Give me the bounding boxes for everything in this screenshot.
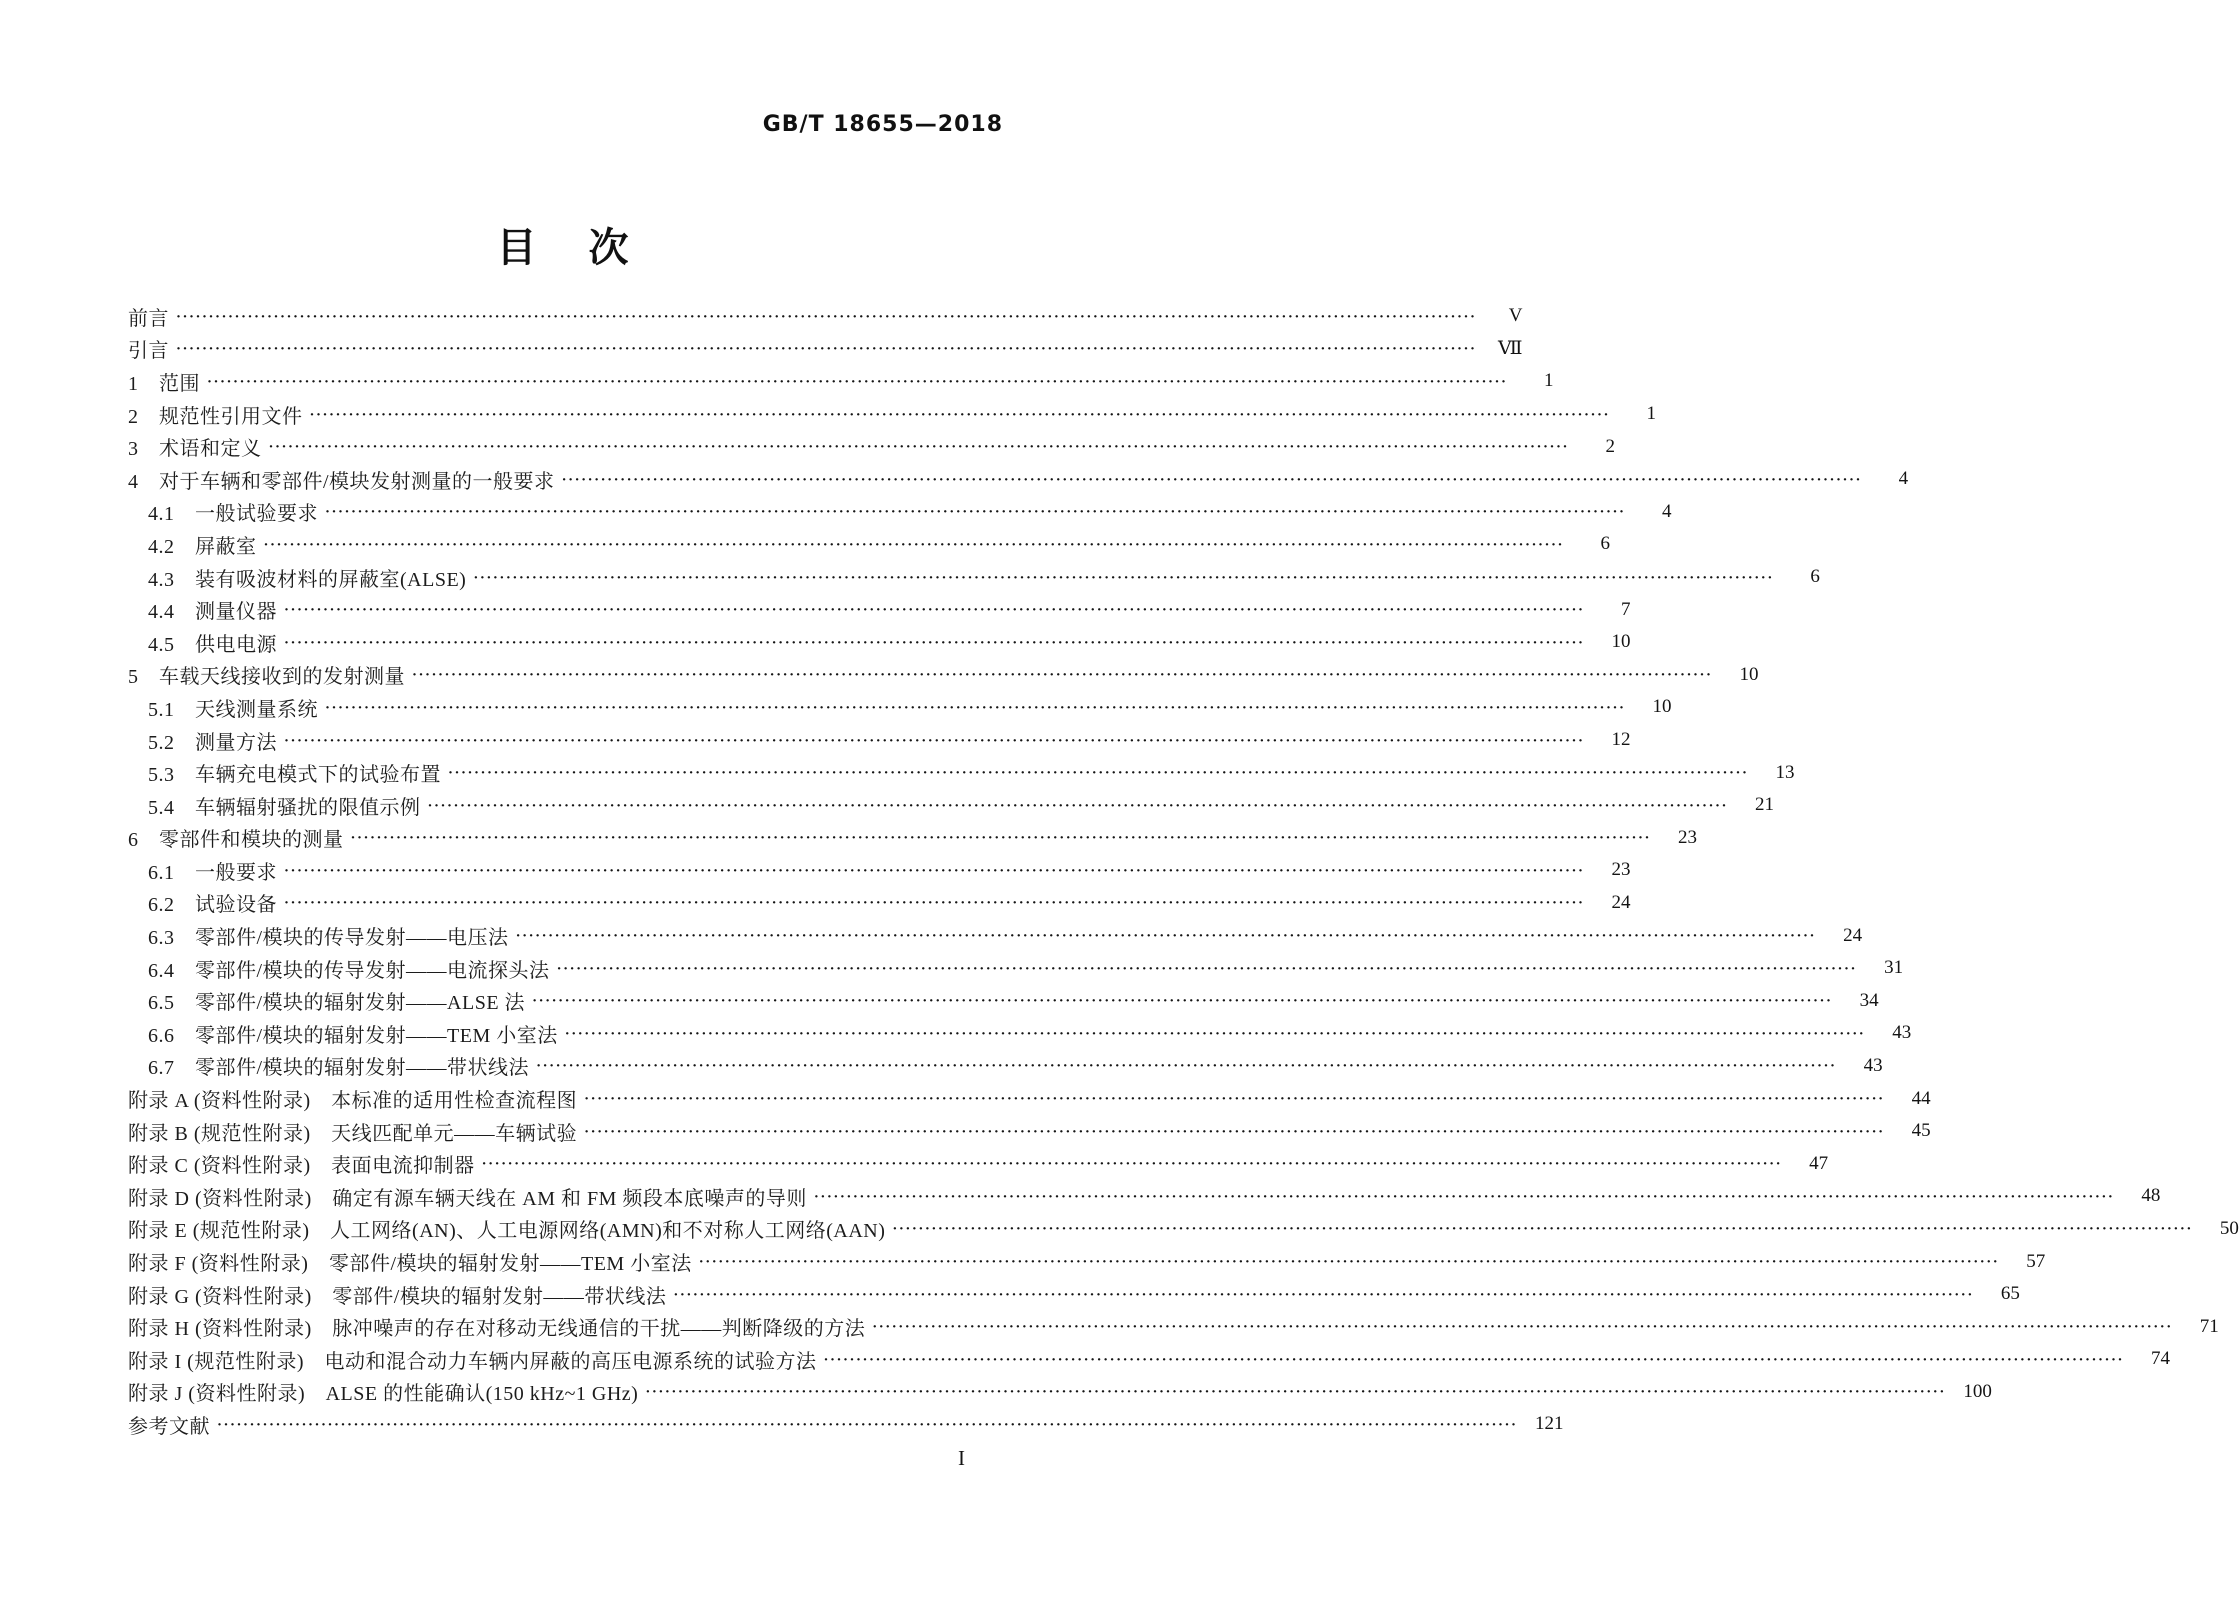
- toc-entry-page: 50: [2219, 1217, 2239, 1239]
- toc-entry-page: 100: [1963, 1380, 1992, 1402]
- dot-leader: ········································································································································································································: [284, 732, 1585, 749]
- page-number: I: [958, 1446, 965, 1470]
- dot-leader: ········································································································································································································: [823, 1351, 2124, 1368]
- dot-leader: ········································································································································································································: [813, 1188, 2115, 1205]
- toc-entry-page: 12: [1611, 729, 1631, 751]
- toc-entry-label: 4.5 供电电源: [148, 633, 277, 656]
- toc-entry: [128, 1278, 2020, 1311]
- dot-leader: ········································································································································································································: [481, 1156, 1783, 1173]
- dot-leader: ········································································································································································································: [892, 1221, 2193, 1238]
- dot-leader: ········································································································································································································: [872, 1319, 2173, 1336]
- toc-entry-label: 附录 B (规范性附录) 天线匹配单元——车辆试验: [128, 1122, 578, 1145]
- toc-entry-page: 10: [1652, 696, 1672, 718]
- toc-entry: [128, 1180, 2161, 1213]
- toc-entry-page: 65: [2000, 1283, 2020, 1305]
- toc-entry: [128, 1147, 1829, 1180]
- toc-entry-label: 4.3 装有吸波材料的屏蔽室(ALSE): [148, 568, 467, 591]
- dot-leader: ········································································································································································································: [448, 765, 1749, 782]
- toc-entry: [128, 691, 1672, 724]
- toc-entry-label: 6 零部件和模块的测量: [128, 829, 344, 852]
- toc-entry-page: 4: [1662, 500, 1672, 522]
- toc-entry-page: 6: [1810, 566, 1820, 588]
- toc-entry-page: 23: [1678, 826, 1697, 848]
- toc-entry-page: 44: [1911, 1087, 1931, 1109]
- toc-entry: [128, 1343, 2170, 1376]
- toc-entry-label: 附录 F (资料性附录) 零部件/模块的辐射发射——TEM 小室法: [128, 1253, 692, 1276]
- toc-entry-label: 1 范围: [128, 372, 200, 395]
- toc-entry-page: 43: [1863, 1054, 1883, 1076]
- toc-entry: [128, 854, 1631, 887]
- dot-leader: ········································································································································································································: [536, 1058, 1837, 1075]
- toc-entry-label: 前言: [128, 307, 169, 330]
- toc-entry: [128, 333, 1523, 366]
- dot-leader: ········································································································································································································: [284, 862, 1585, 879]
- toc-entry-page: V: [1508, 305, 1523, 327]
- toc-entry-page: 43: [1892, 1022, 1912, 1044]
- toc-entry: [128, 724, 1631, 757]
- toc-entry-label: 附录 I (规范性附录) 电动和混合动力车辆内屏蔽的高压电源系统的试验方法: [128, 1350, 817, 1373]
- toc-entry: [128, 463, 1909, 496]
- dot-leader: ········································································································································································································: [176, 308, 1477, 325]
- dot-leader: ········································································································································································································: [584, 1123, 1885, 1140]
- toc-entry-page: 1: [1544, 370, 1554, 392]
- toc-entry: [128, 984, 1879, 1017]
- toc-entry: [128, 1310, 2219, 1343]
- dot-leader: ········································································································································································································: [325, 699, 1626, 716]
- dot-leader: ········································································································································································································: [673, 1286, 1974, 1303]
- toc-entry-label: 5.1 天线测量系统: [148, 698, 318, 721]
- toc-entry-page: Ⅶ: [1497, 338, 1523, 360]
- toc-entry-label: 4.1 一般试验要求: [148, 503, 318, 526]
- toc-entry: [128, 1408, 1564, 1441]
- toc-entry-page: 31: [1884, 957, 1904, 979]
- toc-entry-page: 24: [1611, 891, 1631, 913]
- dot-leader: ········································································································································································································: [584, 1091, 1885, 1108]
- toc-entry: [128, 528, 1610, 561]
- toc-entry-page: 10: [1739, 663, 1759, 685]
- dot-leader: ········································································································································································································: [176, 341, 1477, 358]
- toc-entry-label: 5.2 测量方法: [148, 731, 277, 754]
- toc-list: [128, 300, 2239, 1441]
- dot-leader: ········································································································································································································: [284, 895, 1585, 912]
- toc-entry: [128, 789, 1774, 822]
- toc-entry-label: 6.4 零部件/模块的传导发射——电流探头法: [148, 959, 550, 982]
- dot-leader: ········································································································································································································: [268, 439, 1569, 456]
- toc-entry-page: 23: [1611, 859, 1631, 881]
- dot-leader: ········································································································································································································: [698, 1254, 2000, 1271]
- toc-entry: [128, 1017, 1912, 1050]
- toc-entry-label: 6.2 试验设备: [148, 894, 277, 917]
- toc-entry-page: 21: [1755, 794, 1774, 816]
- toc-entry: [128, 659, 1759, 692]
- toc-entry: [128, 561, 1820, 594]
- dot-leader: ········································································································································································································: [564, 1025, 1866, 1042]
- toc-entry-label: 6.7 零部件/模块的辐射发射——带状线法: [148, 1057, 530, 1080]
- toc-entry-label: 2 规范性引用文件: [128, 405, 303, 428]
- toc-entry: [128, 496, 1672, 529]
- toc-entry: [128, 300, 1523, 333]
- dot-leader: ········································································································································································································: [284, 634, 1585, 651]
- toc-entry-label: 3 术语和定义: [128, 438, 262, 461]
- dot-leader: ········································································································································································································: [532, 993, 1833, 1010]
- toc-entry-label: 5.4 车辆辐射骚扰的限值示例: [148, 796, 421, 819]
- toc-entry: [128, 756, 1795, 789]
- dot-leader: ········································································································································································································: [263, 536, 1564, 553]
- toc-entry: [128, 919, 1863, 952]
- toc-entry-page: 1: [1646, 403, 1656, 425]
- toc-entry-label: 附录 E (规范性附录) 人工网络(AN)、人工电源网络(AMN)和不对称人工网络(AAN): [128, 1220, 886, 1243]
- toc-entry-page: 121: [1535, 1413, 1564, 1435]
- toc-entry: [128, 1245, 2046, 1278]
- dot-leader: ········································································································································································································: [412, 667, 1713, 684]
- dot-leader: ········································································································································································································: [645, 1384, 1946, 1401]
- toc-entry-page: 13: [1775, 761, 1795, 783]
- toc-entry: [128, 1115, 1931, 1148]
- toc-entry: [128, 365, 1554, 398]
- toc-entry-label: 5.3 车辆充电模式下的试验布置: [148, 764, 441, 787]
- toc-entry-page: 45: [1911, 1120, 1931, 1142]
- dot-leader: ········································································································································································································: [284, 602, 1585, 619]
- dot-leader: ········································································································································································································: [350, 830, 1651, 847]
- toc-entry-label: 附录 G (资料性附录) 零部件/模块的辐射发射——带状线法: [128, 1285, 667, 1308]
- toc-entry-page: 48: [2141, 1185, 2161, 1207]
- toc-entry-label: 附录 H (资料性附录) 脉冲噪声的存在对移动无线通信的干扰——判断降级的方法: [128, 1318, 866, 1341]
- toc-entry: [128, 887, 1631, 920]
- toc-entry: [128, 593, 1631, 626]
- toc-entry-label: 附录 D (资料性附录) 确定有源车辆天线在 AM 和 FM 频段本底噪声的导则: [128, 1187, 807, 1210]
- toc-entry: [128, 430, 1615, 463]
- toc-entry-label: 附录 J (资料性附录) ALSE 的性能确认(150 kHz~1 GHz): [128, 1383, 639, 1406]
- toc-entry-label: 4 对于车辆和零部件/模块发射测量的一般要求: [128, 470, 555, 493]
- dot-leader: ········································································································································································································: [207, 373, 1508, 390]
- toc-entry-label: 参考文献: [128, 1415, 210, 1438]
- toc-entry: [128, 626, 1631, 659]
- toc-entry-page: 10: [1611, 631, 1631, 653]
- toc-entry-label: 6.1 一般要求: [148, 861, 277, 884]
- dot-leader: ········································································································································································································: [309, 406, 1610, 423]
- toc-entry: [128, 1082, 1931, 1115]
- toc-entry-label: 附录 A (资料性附录) 本标准的适用性检查流程图: [128, 1090, 578, 1113]
- toc-entry-page: 74: [2150, 1348, 2170, 1370]
- toc-entry-page: 47: [1809, 1152, 1829, 1174]
- toc-entry: [128, 398, 1656, 431]
- toc-entry: [128, 952, 1904, 985]
- dot-leader: ········································································································································································································: [515, 928, 1817, 945]
- toc-entry: [128, 1213, 2239, 1246]
- dot-leader: ········································································································································································································: [427, 797, 1728, 814]
- toc-entry: [128, 822, 1697, 855]
- toc-entry-page: 71: [2199, 1315, 2219, 1337]
- toc-entry-page: 7: [1621, 598, 1631, 620]
- toc-entry-label: 6.3 零部件/模块的传导发射——电压法: [148, 927, 509, 950]
- toc-entry-page: 2: [1605, 435, 1615, 457]
- toc-entry-label: 6.5 零部件/模块的辐射发射——ALSE 法: [148, 992, 526, 1015]
- dot-leader: ········································································································································································································: [556, 960, 1858, 977]
- toc-entry-label: 6.6 零部件/模块的辐射发射——TEM 小室法: [148, 1024, 558, 1047]
- toc-entry-page: 6: [1600, 533, 1610, 555]
- toc-entry-page: 57: [2026, 1250, 2046, 1272]
- toc-entry-page: 34: [1859, 989, 1879, 1011]
- toc-entry-label: 5 车载天线接收到的发射测量: [128, 666, 405, 689]
- toc-entry: [128, 1050, 1883, 1083]
- toc-entry-page: 24: [1843, 924, 1863, 946]
- dot-leader: ········································································································································································································: [217, 1416, 1518, 1433]
- toc-entry-label: 4.2 屏蔽室: [148, 535, 257, 558]
- toc-entry-label: 引言: [128, 340, 169, 363]
- standard-number: GB/T 18655—2018: [762, 112, 1003, 137]
- page-title: 目 次: [496, 225, 635, 270]
- toc-entry-label: 附录 C (资料性附录) 表面电流抑制器: [128, 1155, 475, 1178]
- toc-entry-label: 4.4 测量仪器: [148, 601, 277, 624]
- dot-leader: ········································································································································································································: [561, 471, 1863, 488]
- toc-entry: [128, 1376, 1992, 1409]
- toc-entry-page: 4: [1898, 468, 1909, 490]
- dot-leader: ········································································································································································································: [325, 504, 1626, 521]
- dot-leader: ········································································································································································································: [473, 569, 1774, 586]
